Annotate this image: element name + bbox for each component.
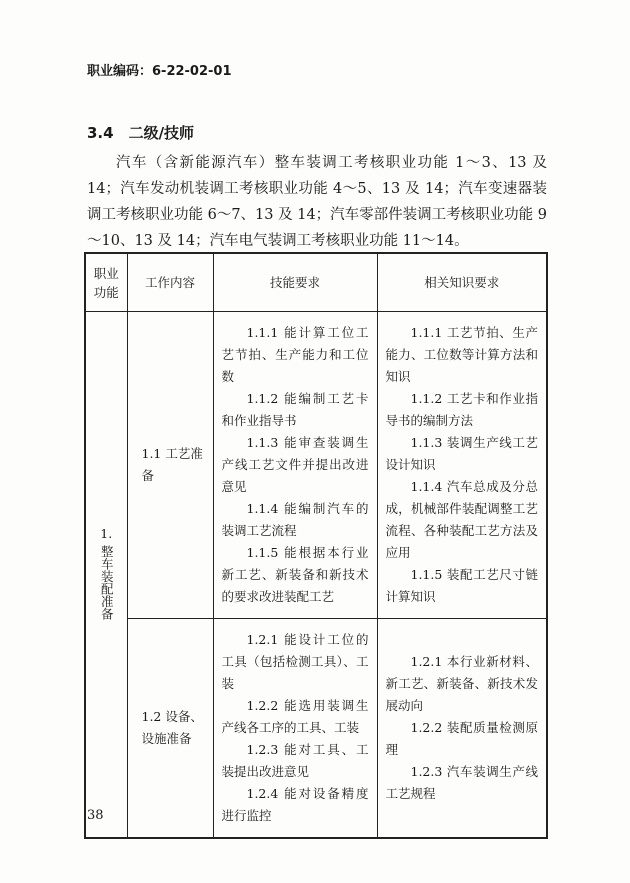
table-row (85, 312, 547, 619)
skill-item: 1.1.3 能审查装调生产线工艺文件并提出改进意见 (221, 435, 369, 494)
skill-item: 1.2.4 能对设备精度进行监控 (221, 786, 369, 823)
skill-item: 1.1.2 能编制工艺卡和作业指导书 (221, 391, 369, 428)
knowledge-item: 1.1.2 工艺卡和作业指导书的编制方法 (385, 391, 538, 428)
skills-table (84, 252, 548, 839)
knowledge-item: 1.1.1 工艺节拍、生产能力、工位数等计算方法和知识 (385, 325, 538, 384)
header-skills: 技能要求 (213, 253, 377, 312)
function-cell (85, 312, 127, 839)
skill-item: 1.1.1 能计算工位工艺节拍、生产能力和工位数 (221, 325, 369, 384)
knowledge-item: 1.1.5 装配工艺尺寸链计算知识 (385, 567, 538, 604)
skills-cell (213, 619, 377, 839)
knowledge-item: 1.2.1 本行业新材料、新工艺、新装备、新技术发展动向 (385, 654, 538, 713)
skills-cell (213, 312, 377, 619)
knowledge-cell (377, 619, 547, 839)
page-number: 38 (87, 808, 104, 823)
occupation-code: 职业编码：6-22-02-01 (87, 64, 232, 79)
skill-item: 1.1.5 能根据本行业新工艺、新装备和新技术的要求改进装配工艺 (221, 545, 369, 604)
header-knowledge: 相关知识要求 (377, 253, 547, 312)
header-function-line2: 功能 (93, 284, 119, 300)
knowledge-item: 1.1.4 汽车总成及分总成，机械部件装配调整工艺流程、各种装配工艺方法及应用 (385, 479, 538, 560)
knowledge-cell (377, 312, 547, 619)
work-content: 1.2 设备、设施准备 (127, 619, 213, 839)
skill-item: 1.2.1 能设计工位的工具（包括检测工具）、工装 (221, 632, 369, 691)
table-row (85, 619, 547, 839)
knowledge-item: 1.2.2 装配质量检测原理 (385, 720, 538, 757)
header-function-line1: 职业 (93, 265, 119, 281)
knowledge-item: 1.1.3 装调生产线工艺设计知识 (385, 435, 538, 472)
header-content: 工作内容 (127, 253, 213, 312)
intro-paragraph: 汽车（含新能源汽车）整车装调工考核职业功能 1～3、13 及 14；汽车发动机装调工考核职业功能 4～5、13 及 14；汽车变速器装调工考核职业功能 6～7、13 及 14；汽车零部件装调工考核职业功能 9～10、13 及 14；汽车电气装调工考核职业功能 11～14。 (87, 155, 548, 249)
table-header-row (85, 253, 547, 312)
header-function (85, 253, 127, 312)
skill-item: 1.2.2 能选用装调生产线各工序的工具、工装 (221, 698, 369, 735)
work-content: 1.1 工艺准备 (127, 312, 213, 619)
knowledge-item: 1.2.3 汽车装调生产线工艺规程 (385, 764, 538, 801)
function-name: 整车装配准备 (99, 544, 115, 620)
skill-item: 1.2.3 能对工具、工装提出改进意见 (221, 742, 369, 779)
function-number: 1. (100, 525, 113, 541)
skill-item: 1.1.4 能编制汽车的装调工艺流程 (221, 501, 369, 538)
section-title: 3.4 二级/技师 (87, 124, 195, 142)
